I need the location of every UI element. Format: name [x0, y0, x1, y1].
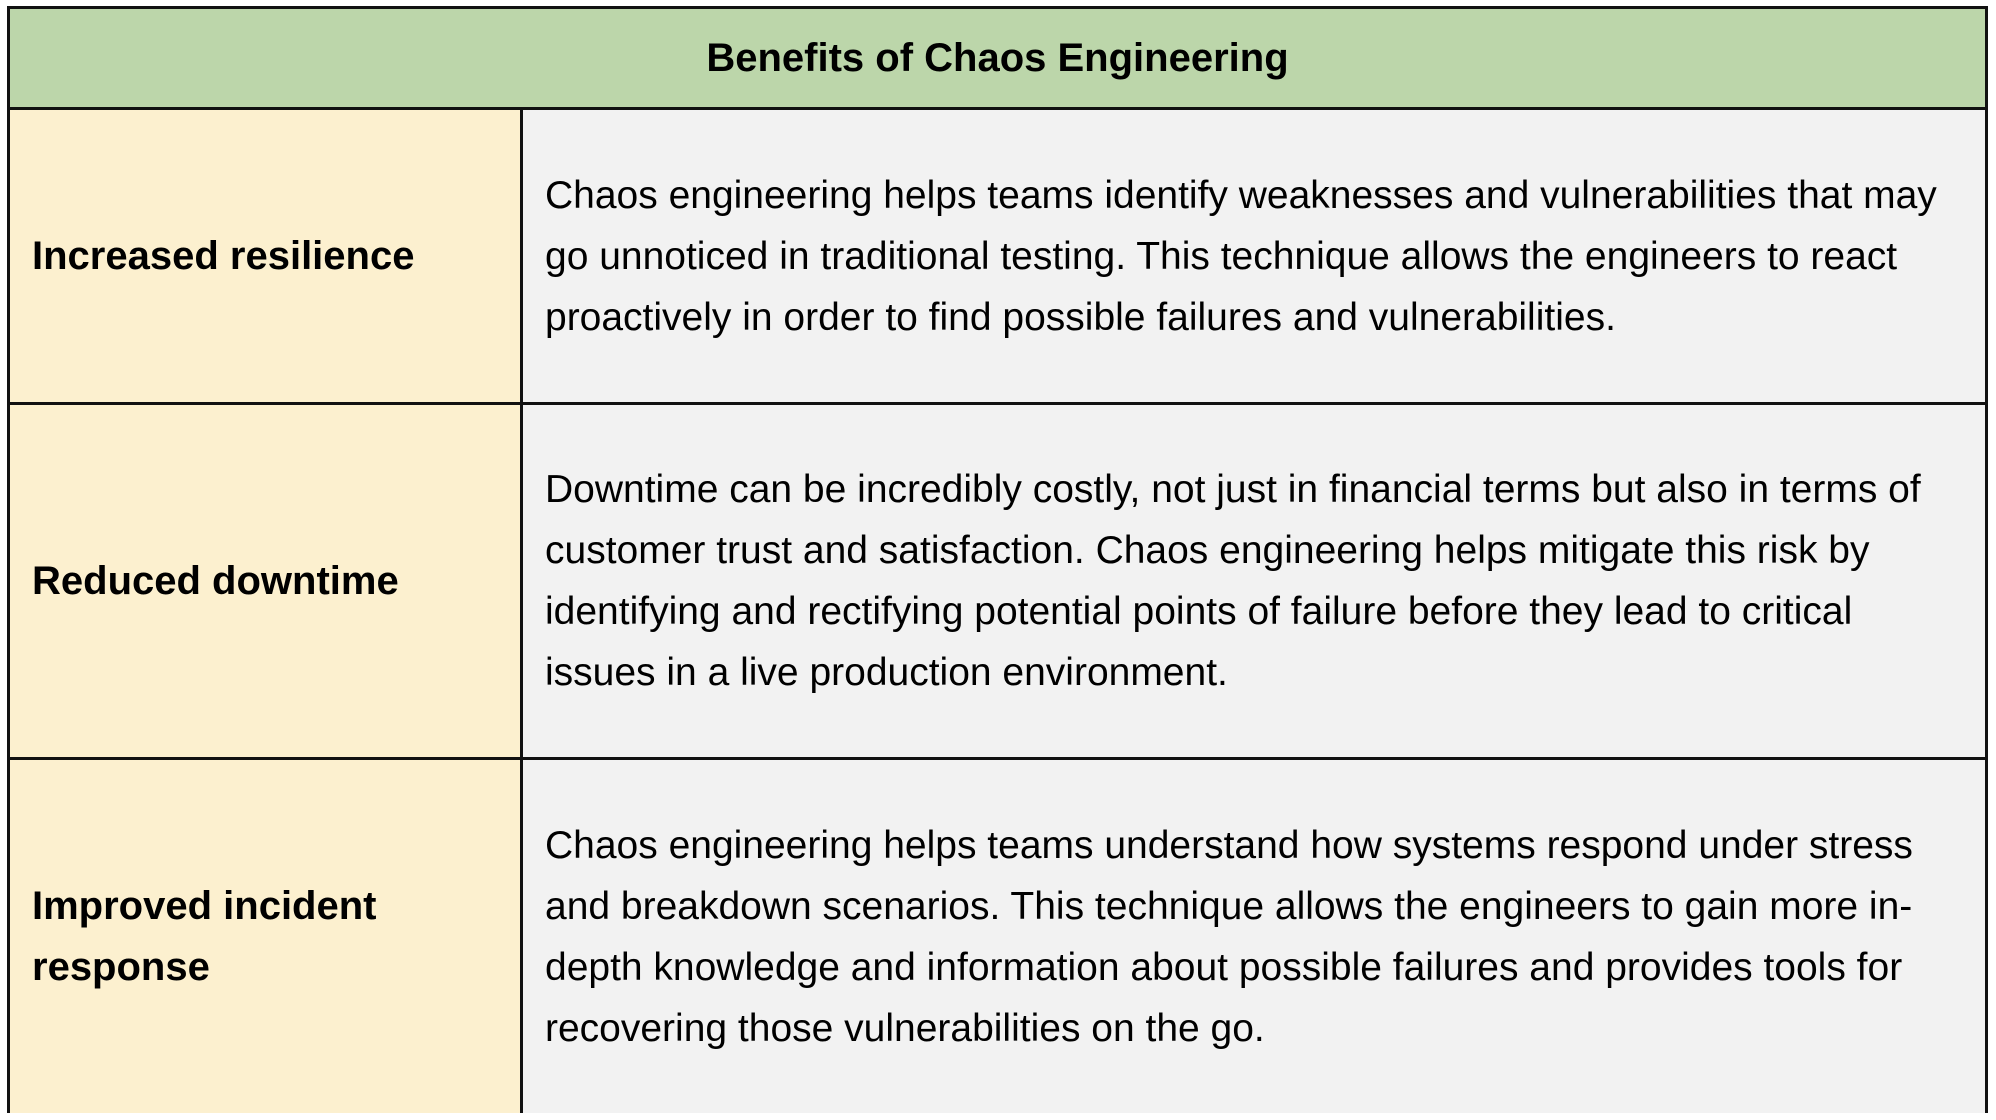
row-label: [10, 760, 523, 1113]
table-row: [10, 405, 1985, 760]
table-row: [10, 760, 1985, 1113]
row-description-text: Chaos engineering helps teams identify weaknesses and vulnerabilities that may go unnoticed in traditional testing. This technique allows the engineers to react proactively in order to find possible failures and vulnerabilities.: [545, 173, 1937, 339]
row-label-text: Reduced downtime: [32, 558, 399, 603]
row-label-text: Improved incident response: [32, 883, 377, 989]
row-description: [523, 110, 1985, 402]
row-description: [523, 405, 1985, 757]
table-title: Benefits of Chaos Engineering: [10, 9, 1985, 110]
row-description-text: Chaos engineering helps teams understand how systems respond under stress and breakdown scenarios. This technique allows the engineers to gain more in-depth knowledge and information about possible failures and provides tools for recovering those vulnerabilities on the go.: [545, 823, 1913, 1050]
row-label: [10, 110, 523, 402]
row-description-text: Downtime can be incredibly costly, not just in financial terms but also in terms of customer trust and satisfaction. Chaos engineering helps mitigate this risk by identifying and rectifying potential points of failure before they lead to critical issues in a live production environment.: [545, 468, 1921, 694]
benefits-table: [7, 6, 1988, 1113]
table-row: [10, 110, 1985, 405]
row-label: [10, 405, 523, 757]
row-label-text: Increased resilience: [32, 233, 415, 278]
row-description: [523, 760, 1985, 1113]
